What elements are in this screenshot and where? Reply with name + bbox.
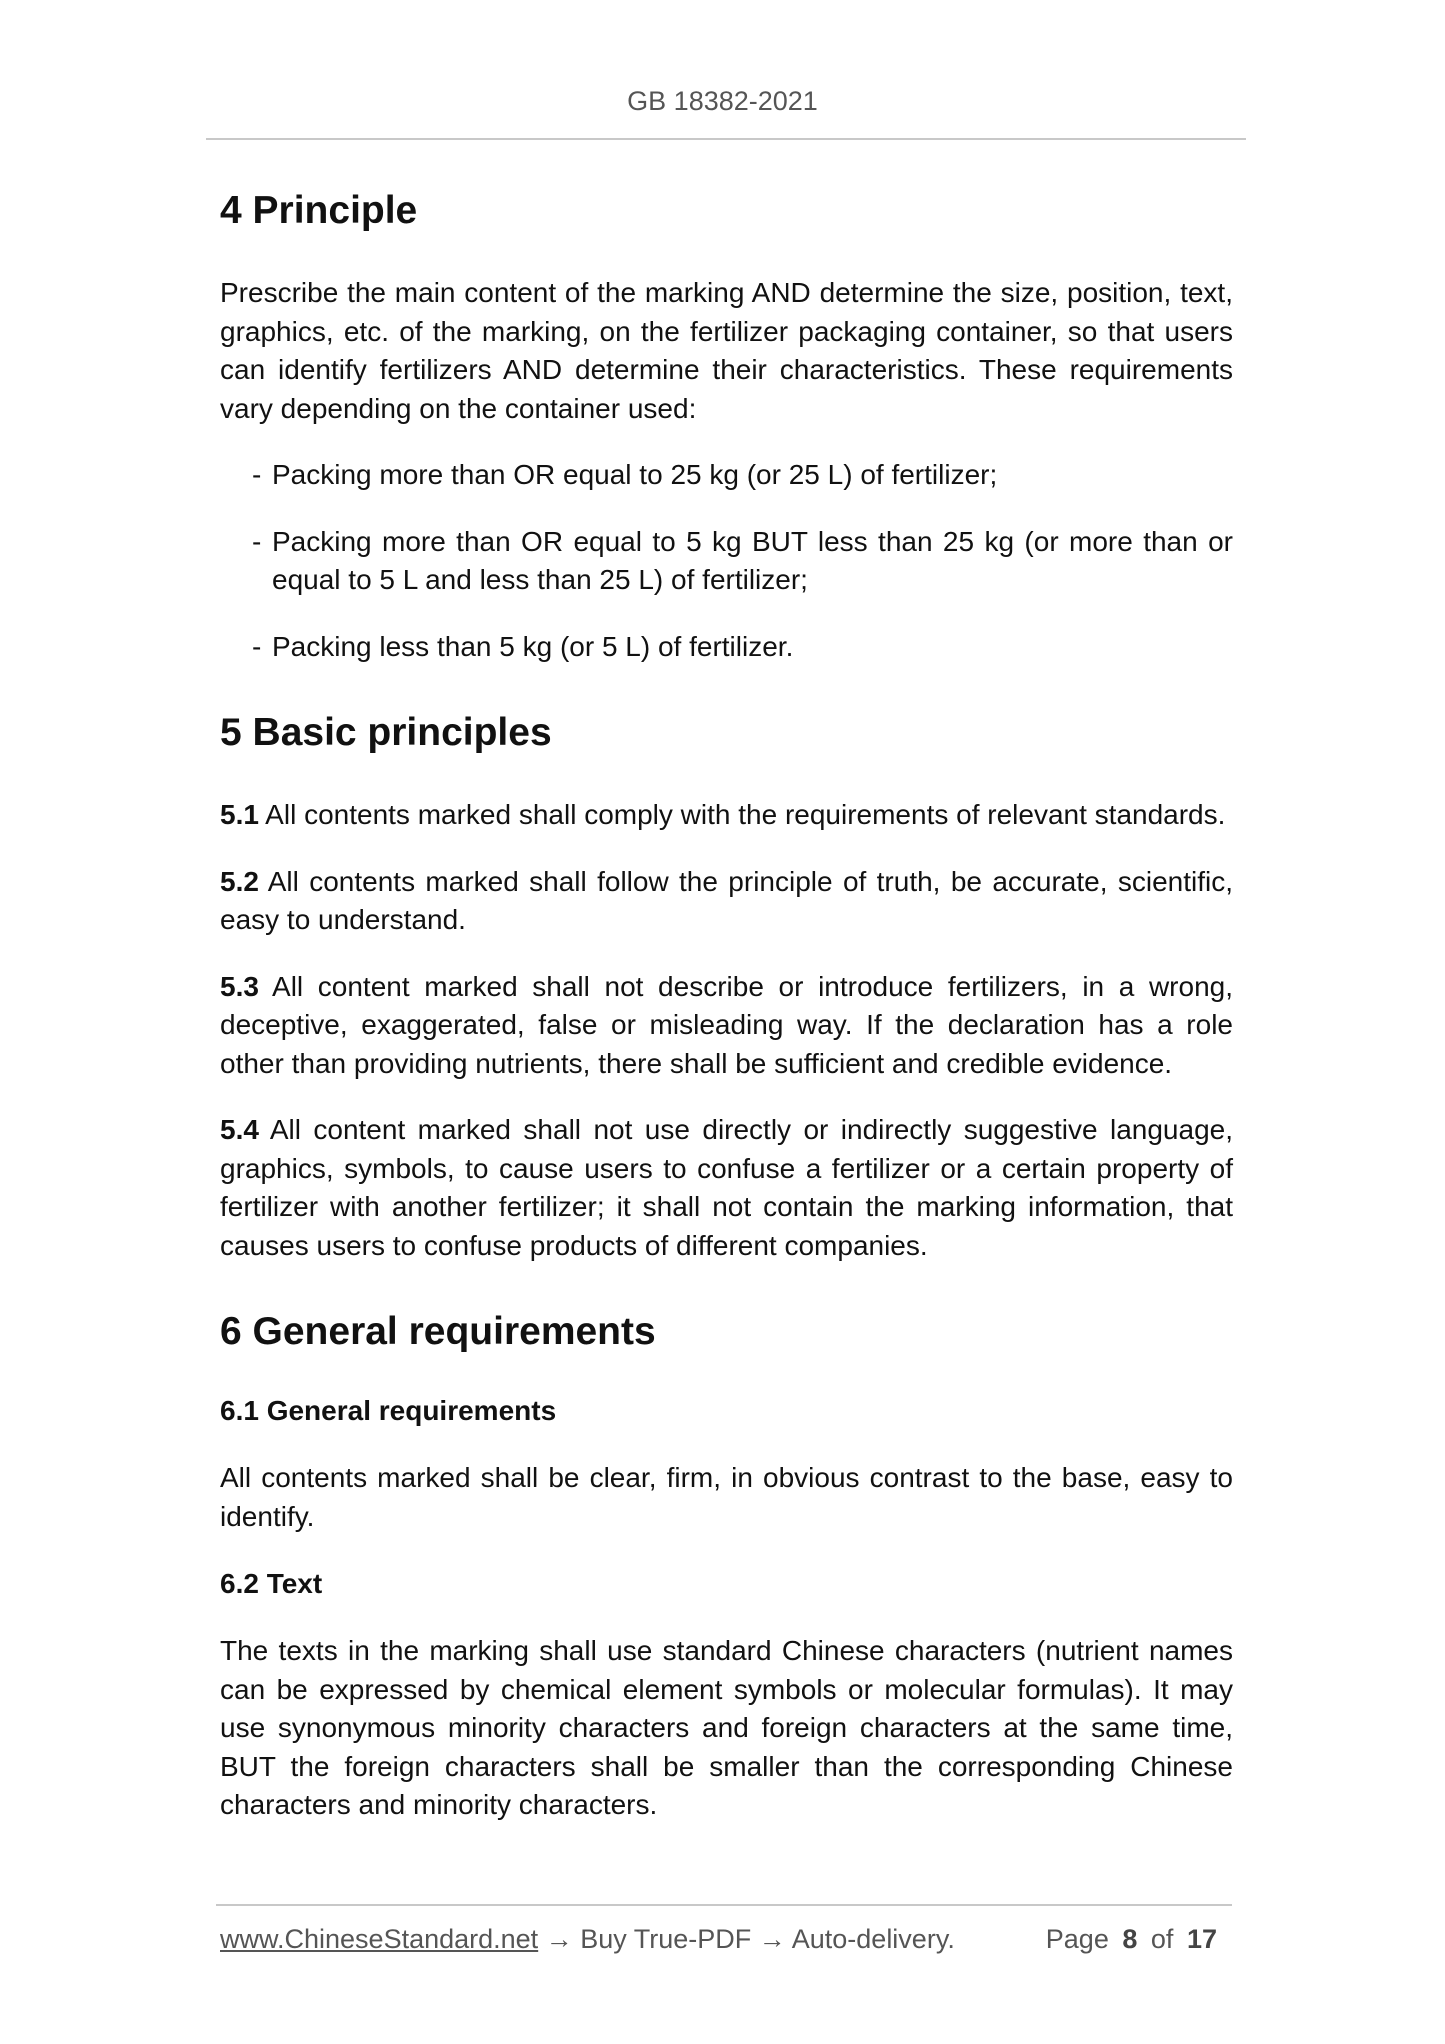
list-item — [252, 523, 1233, 600]
clause-5-1 — [220, 796, 1233, 835]
clause-text: All content marked shall not describe or introduce fertilizers, in a wrong, deceptive, exaggerated, false or misleading way. If the declaration has a role other than providing nutrients, there shall be sufficient and credible evidence. — [220, 970, 1233, 1079]
footer-divider — [216, 1904, 1232, 1906]
list-item-text: Packing more than OR equal to 5 kg BUT less than 25 kg (or more than or equal to 5 L and less than 25 L) of fertilizer; — [272, 525, 1233, 595]
of-label: of — [1150, 1924, 1174, 1954]
total-pages: 17 — [1186, 1924, 1217, 1954]
clause-text: All content marked shall not use directly or indirectly suggestive language, graphics, symbols, to cause users to confuse a fertilizer or a certain property of fertilizer with another fertilizer; it shall not contain the marking information, that causes users to confuse products of different companies. — [220, 1114, 1234, 1261]
clause-5-4 — [220, 1111, 1233, 1265]
section-6-title: 6 General requirements — [220, 1310, 656, 1353]
promo-text: → Buy True-PDF → Auto-delivery. — [538, 1924, 955, 1954]
current-page: 8 — [1122, 1924, 1138, 1954]
bullet-marker: - — [252, 525, 262, 557]
bullet-marker: - — [252, 630, 262, 662]
clause-5-2 — [220, 863, 1233, 940]
list-item — [252, 456, 1233, 495]
header-divider — [206, 138, 1246, 140]
clause-text: All contents marked shall follow the principle of truth, be accurate, scientific, easy to understand. — [220, 865, 1233, 935]
clause-text: All contents marked shall comply with the requirements of relevant standards. — [265, 799, 1226, 830]
clause-number: 5.2 — [220, 865, 259, 897]
subsection-6-1-text: All contents marked shall be clear, firm, in obvious contrast to the base, easy to identify. — [220, 1462, 1233, 1532]
list-item — [252, 628, 1233, 667]
subsection-6-2-title: 6.2 Text — [220, 1568, 323, 1599]
bullet-marker: - — [252, 459, 262, 490]
subsection-6-1-title: 6.1 General requirements — [220, 1395, 557, 1426]
document-code-header: GB 18382-2021 — [627, 86, 818, 116]
clause-number: 5.3 — [220, 970, 259, 1002]
section-5-title: 5 Basic principles — [220, 711, 552, 754]
page-content — [220, 182, 1233, 1825]
list-item-text: Packing more than OR equal to 25 kg (or 25 L) of fertilizer; — [272, 459, 998, 490]
clause-5-3 — [220, 968, 1233, 1084]
subsection-6-2-text: The texts in the marking shall use standard Chinese characters (nutrient names can be expressed by chemical element symbols or molecular formulas). It may use synonymous minority characters and foreign characters at the same time, BUT the foreign characters shall be smaller than the corresponding Chinese characters and minority characters. — [220, 1635, 1233, 1820]
list-item-text: Packing less than 5 kg (or 5 L) of fertilizer. — [272, 630, 794, 662]
page-number — [1046, 1924, 1223, 1955]
page-label: Page — [1045, 1924, 1109, 1954]
section-4-paragraph: Prescribe the main content of the marking AND determine the size, position, text, graphics, etc. of the marking, on the fertilizer packaging container, so that users can identify fertilizers AND determine their characteristics. These requirements vary depending on the container used: — [220, 277, 1233, 424]
site-link[interactable]: www.ChineseStandard.net — [220, 1924, 539, 1954]
clause-number: 5.4 — [220, 1114, 259, 1145]
clause-number: 5.1 — [220, 799, 259, 830]
section-4-title: 4 Principle — [220, 189, 418, 232]
footer-promo — [220, 1924, 955, 1955]
